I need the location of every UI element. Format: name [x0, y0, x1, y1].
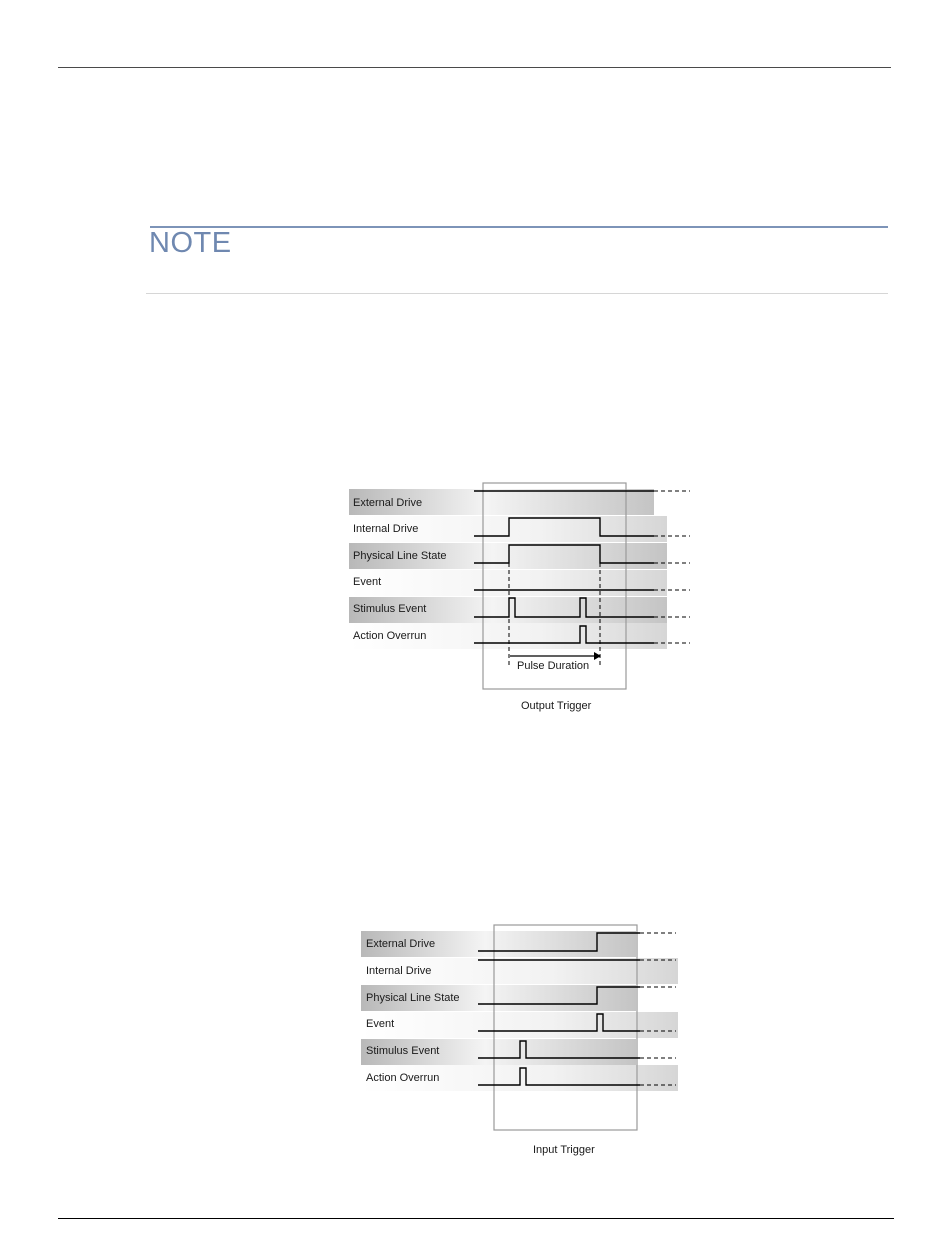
output-label-external-drive: External Drive: [353, 497, 423, 509]
input-band-event: [361, 1012, 678, 1038]
input-label-stimulus-event: Stimulus Event: [366, 1045, 440, 1057]
input-label-action-overrun: Action Overrun: [366, 1072, 440, 1084]
input-row-bands: [361, 931, 678, 1091]
output-label-stimulus-event: Stimulus Event: [353, 603, 427, 615]
output-label-internal-drive: Internal Drive: [353, 523, 419, 535]
output-label-event: Event: [353, 576, 382, 588]
input-label-external-drive: External Drive: [366, 938, 436, 950]
output-label-action-overrun: Action Overrun: [353, 630, 427, 642]
page-footer-rule: [58, 1218, 894, 1219]
input-dashed-continuations: [640, 933, 676, 1085]
input-label-event: Event: [366, 1018, 395, 1030]
output-trigger-caption: Output Trigger: [521, 700, 592, 712]
input-trigger-caption: Input Trigger: [533, 1144, 595, 1156]
note-heading: NOTE: [149, 227, 232, 259]
input-label-internal-drive: Internal Drive: [366, 965, 432, 977]
input-label-physical-line-state: Physical Line State: [366, 992, 460, 1004]
pulse-duration-label: Pulse Duration: [517, 660, 590, 672]
output-label-physical-line-state: Physical Line State: [353, 550, 447, 562]
